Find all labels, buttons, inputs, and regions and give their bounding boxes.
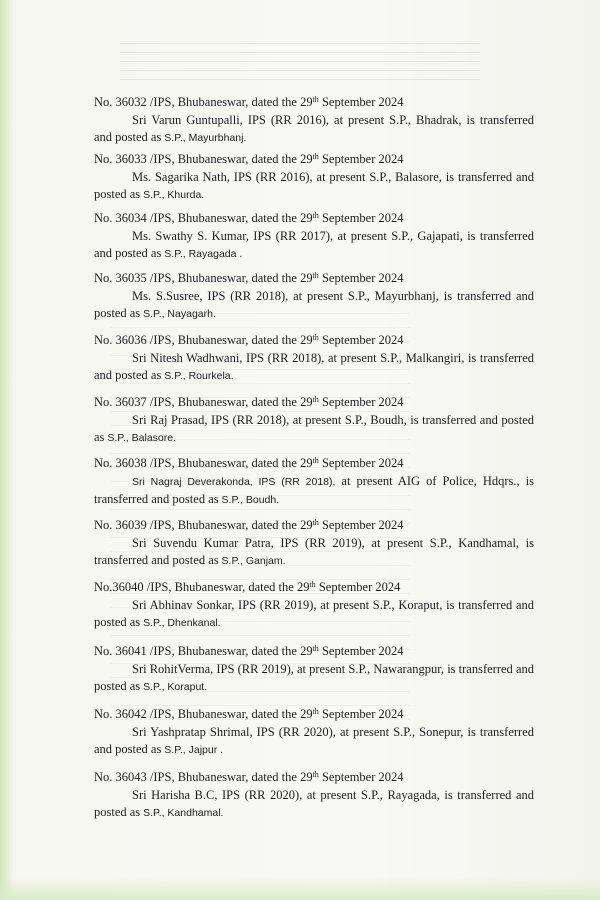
page-left-edge bbox=[0, 0, 14, 900]
order-heading: No.36040 /IPS, Bhubaneswar, dated the 29th September 2024 bbox=[94, 580, 401, 594]
order-text: Ms. Sagarika Nath, IPS (RR 2016), at present S.P., Balasore, is transferred and posted as S.P., Khurda. bbox=[94, 170, 534, 201]
order-block bbox=[94, 707, 534, 759]
order-block bbox=[94, 456, 534, 509]
order-heading: No. 36035 /IPS, Bhubaneswar, dated the 29th September 2024 bbox=[94, 271, 404, 285]
posting: S.P., Rourkela. bbox=[161, 370, 234, 382]
order-block bbox=[94, 518, 534, 570]
posting: S.P., Nayagarh. bbox=[140, 308, 216, 320]
order-heading: No. 36032 /IPS, Bhubaneswar, dated the 29th September 2024 bbox=[94, 95, 404, 109]
order-text: Sri Yashpratap Shrimal, IPS (RR 2020), at present S.P., Sonepur, is transferred and posted as S.P., Jajpur . bbox=[94, 725, 534, 756]
order-block bbox=[94, 395, 534, 447]
posting: S.P., Koraput. bbox=[140, 681, 208, 693]
posting: S.P., Jajpur . bbox=[161, 744, 224, 756]
posting: S.P., Rayagada . bbox=[161, 248, 243, 260]
officer-name: Sri Nagraj Deverakonda, IPS (RR 2018), bbox=[132, 476, 336, 488]
order-heading: No. 36039 /IPS, Bhubaneswar, dated the 29th September 2024 bbox=[94, 518, 404, 532]
posting: S.P., Balasore. bbox=[104, 432, 177, 444]
page-bottom-edge bbox=[0, 878, 600, 900]
order-text: Sri Suvendu Kumar Patra, IPS (RR 2019), at present S.P., Kandhamal, is transferred and posted as S.P., Ganjam. bbox=[94, 536, 534, 567]
posting: S.P., Boudh. bbox=[218, 494, 280, 506]
order-block bbox=[94, 211, 534, 263]
order-text: Sri Varun Guntupalli, IPS (RR 2016), at present S.P., Bhadrak, is transferred and posted as S.P., Mayurbhanj. bbox=[94, 113, 534, 144]
order-block bbox=[94, 644, 534, 696]
order-text: Sri Raj Prasad, IPS (RR 2018), at present S.P., Boudh, is transferred and posted as S.P., Balasore. bbox=[94, 413, 534, 444]
order-block bbox=[94, 95, 534, 147]
order-heading: No. 36036 /IPS, Bhubaneswar, dated the 29th September 2024 bbox=[94, 333, 404, 347]
order-text: Sri Nagraj Deverakonda, IPS (RR 2018), at present AIG of Police, Hdqrs., is transferred and posted as S.P., Boudh. bbox=[94, 474, 534, 506]
order-text: Sri Harisha B.C, IPS (RR 2020), at present S.P., Rayagada, is transferred and posted as S.P., Kandhamal. bbox=[94, 788, 534, 819]
order-block bbox=[94, 770, 534, 822]
posting: S.P., Ganjam. bbox=[218, 555, 286, 567]
order-block bbox=[94, 580, 534, 632]
order-text: Sri Abhinav Sonkar, IPS (RR 2019), at present S.P., Koraput, is transferred and posted as S.P., Dhenkanal. bbox=[94, 598, 534, 629]
posting: S.P., Khurda. bbox=[140, 189, 205, 201]
order-heading: No. 36033 /IPS, Bhubaneswar, dated the 29th September 2024 bbox=[94, 152, 404, 166]
order-heading: No. 36037 /IPS, Bhubaneswar, dated the 29th September 2024 bbox=[94, 395, 404, 409]
posting: S.P., Mayurbhanj. bbox=[161, 132, 247, 144]
order-heading: No. 36038 /IPS, Bhubaneswar, dated the 29th September 2024 bbox=[94, 456, 404, 470]
order-block bbox=[94, 271, 534, 323]
order-text: Sri RohitVerma, IPS (RR 2019), at present S.P., Nawarangpur, is transferred and posted as S.P., Koraput. bbox=[94, 662, 534, 693]
order-block bbox=[94, 333, 534, 385]
order-heading: No. 36034 /IPS, Bhubaneswar, dated the 29th September 2024 bbox=[94, 211, 404, 225]
order-heading: No. 36043 /IPS, Bhubaneswar, dated the 29th September 2024 bbox=[94, 770, 404, 784]
order-block bbox=[94, 152, 534, 204]
order-heading: No. 36042 /IPS, Bhubaneswar, dated the 29th September 2024 bbox=[94, 707, 404, 721]
order-text: Ms. Swathy S. Kumar, IPS (RR 2017), at present S.P., Gajapati, is transferred and posted as S.P., Rayagada . bbox=[94, 229, 534, 260]
order-text: Sri Nitesh Wadhwani, IPS (RR 2018), at present S.P., Malkangiri, is transferred and posted as S.P., Rourkela. bbox=[94, 351, 534, 382]
order-text: Ms. S.Susree, IPS (RR 2018), at present S.P., Mayurbhanj, is transferred and posted as S.P., Nayagarh. bbox=[94, 289, 534, 320]
posting: S.P., Kandhamal. bbox=[140, 807, 224, 819]
bleed-through-text bbox=[120, 40, 480, 80]
posting: S.P., Dhenkanal. bbox=[140, 617, 221, 629]
order-heading: No. 36041 /IPS, Bhubaneswar, dated the 29th September 2024 bbox=[94, 644, 404, 658]
